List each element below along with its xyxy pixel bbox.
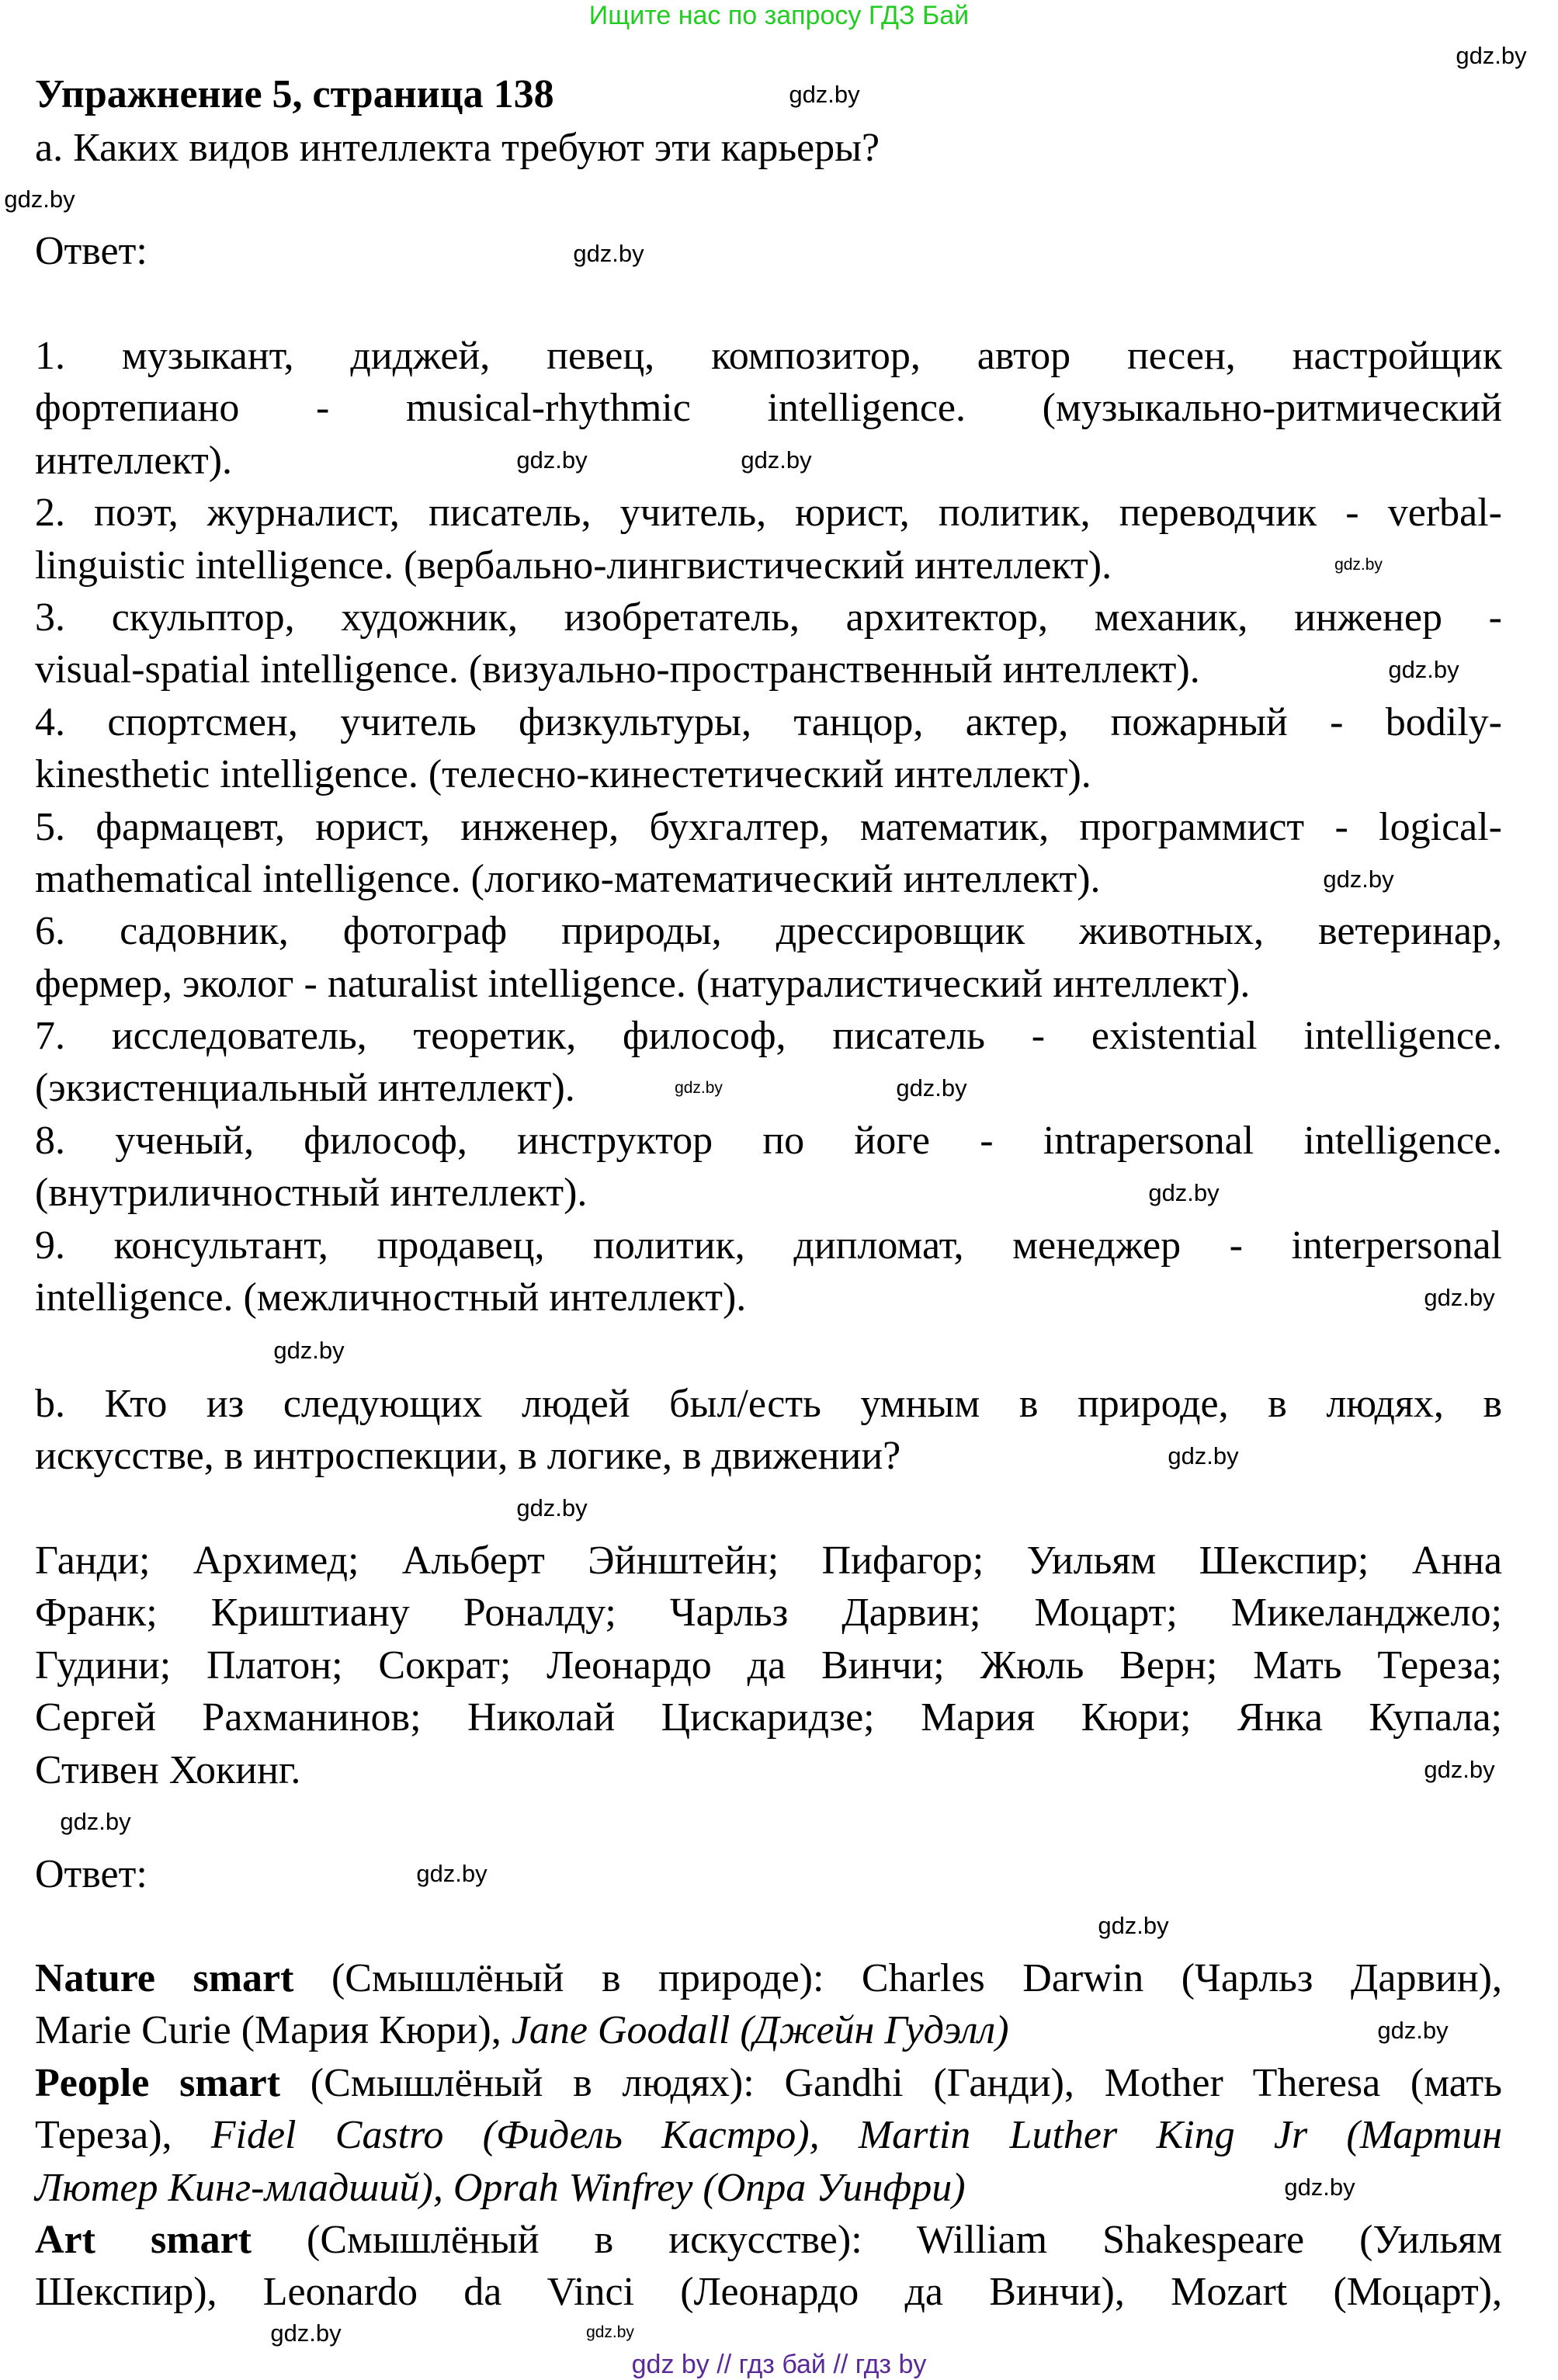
watermark-text: gdz.by xyxy=(1334,556,1383,574)
text-line: (экзистенциальный интеллект). xyxy=(35,1066,575,1111)
text-line: Ганди; Архимед; Альберт Эйнштейн; Пифагор; Уильям Шекспир; Анна xyxy=(35,1539,1502,1583)
text-line: Сергей Рахманинов; Николай Цискаридзе; Мария Кюри; Янка Купала; xyxy=(35,1695,1502,1740)
text-segment: Jane Goodall (Джейн Гудэлл) xyxy=(511,2008,1009,2053)
text-line: 7. исследователь, теоретик, философ, писатель - existential intelligence. xyxy=(35,1014,1502,1059)
watermark-text: gdz.by xyxy=(1388,656,1459,683)
watermark-text: gdz.by xyxy=(741,446,812,474)
text-line xyxy=(35,2266,1502,2318)
text-line: mathematical intelligence. (логико-математический интеллект). xyxy=(35,856,1101,901)
watermark-text: gdz.by xyxy=(270,2319,342,2347)
answer-label-b: Ответ: xyxy=(35,1852,147,1896)
names-list xyxy=(35,1535,1502,1796)
text-segment: (Смышлёный в природе): Charles Darwin (Чарльз Дарвин), xyxy=(293,1956,1502,2000)
text-line xyxy=(35,2057,1502,2109)
watermark-text: gdz.by xyxy=(1456,42,1527,69)
text-line: 5. фармацевт, юрист, инженер, бухгалтер, математик, программист - logical- xyxy=(35,804,1502,849)
search-banner[interactable]: Ищите нас по запросу ГДЗ Бай xyxy=(588,1,970,30)
text-segment: (Смышлёный в искусстве): William Shakespeare (Уильям xyxy=(251,2217,1502,2262)
text-line: 6. садовник, фотограф природы, дрессировщик животных, ветеринар, xyxy=(35,909,1502,954)
watermark-text: gdz.by xyxy=(1148,1179,1220,1206)
text-line: 3. скульптор, художник, изобретатель, архитектор, механик, инженер - xyxy=(35,595,1502,640)
text-line xyxy=(35,2162,966,2214)
watermark-text: gdz.by xyxy=(1323,866,1394,893)
text-line: 9. консультант, продавец, политик, дипломат, менеджер - interpersonal xyxy=(35,1223,1502,1268)
watermark-text: gdz.by xyxy=(789,81,860,108)
text-line xyxy=(35,1952,1502,2004)
watermark-text: gdz.by xyxy=(1098,1912,1169,1939)
watermark-text: gdz.by xyxy=(586,2323,634,2341)
watermark-text: gdz.by xyxy=(573,240,644,267)
watermark-text: gdz.by xyxy=(1168,1442,1239,1469)
watermark-text: gdz.by xyxy=(1284,2174,1355,2201)
text-segment: Fidel Castro (Фидель Кастро), Martin Luther King Jr (Мартин xyxy=(210,2113,1502,2158)
text-line: фортепиано - musical-rhythmic intelligence. (музыкально-ритмический xyxy=(35,386,1502,431)
text-line xyxy=(35,2004,1009,2056)
text-segment: Тереза), xyxy=(35,2113,211,2158)
watermark-text: gdz.by xyxy=(273,1337,345,1364)
question-b xyxy=(35,1378,1502,1483)
text-segment: Шекспир), Leonardo da Vinci (Леонардо да Винчи), Mozart (Моцарт), xyxy=(35,2270,1502,2315)
text-line xyxy=(35,2109,1502,2161)
text-segment: (Смышлёный в людях): Gandhi (Ганди), Mother Theresa (мать xyxy=(280,2060,1502,2105)
watermark-text: gdz.by xyxy=(1377,2017,1449,2044)
question-a: а. Каких видов интеллекта требуют эти карьеры? xyxy=(35,126,880,170)
text-line xyxy=(35,2214,1502,2266)
watermark-text: gdz.by xyxy=(4,186,75,213)
text-line: kinesthetic intelligence. (телесно-кинестетический интеллект). xyxy=(35,752,1091,797)
text-line: интеллект). xyxy=(35,438,233,483)
text-line: visual-spatial intelligence. (визуально-пространственный интеллект). xyxy=(35,647,1200,692)
answer-b-list xyxy=(35,1952,1502,2319)
footer-links[interactable]: gdz by // гдз бай // гдз by xyxy=(631,2350,927,2379)
text-line: 1. музыкант, диджей, певец, композитор, автор песен, настройщик xyxy=(35,334,1502,378)
watermark-text: gdz.by xyxy=(675,1079,723,1097)
text-line: 8. ученый, философ, инструктор по йоге - intrapersonal intelligence. xyxy=(35,1118,1502,1163)
watermark-text: gdz.by xyxy=(896,1074,967,1102)
watermark-text: gdz.by xyxy=(60,1808,131,1835)
text-line: 2. поэт, журналист, писатель, учитель, юрист, политик, переводчик - verbal- xyxy=(35,491,1502,536)
watermark-text: gdz.by xyxy=(1424,1756,1495,1783)
answer-a-list xyxy=(35,330,1502,1324)
watermark-text: gdz.by xyxy=(1424,1284,1495,1311)
text-line: Франк; Криштиану Роналду; Чарльз Дарвин; Моцарт; Микеланджело; xyxy=(35,1591,1502,1636)
text-line: intelligence. (межличностный интеллект). xyxy=(35,1275,747,1320)
answer-label-a: Ответ: xyxy=(35,229,147,273)
watermark-text: gdz.by xyxy=(516,1494,588,1521)
text-line: фермер, эколог - naturalist intelligence. (натуралистический интеллект). xyxy=(35,961,1251,1006)
text-line: b. Кто из следующих людей был/есть умным в природе, в людях, в xyxy=(35,1382,1502,1426)
category-label: Nature smart xyxy=(35,1956,294,2000)
watermark-text: gdz.by xyxy=(416,1860,488,1887)
text-segment: Лютер Кинг-младший), Oprah Winfrey (Опра Уинфри) xyxy=(35,2165,966,2210)
text-segment: Marie Curie (Мария Кюри), xyxy=(35,2008,512,2053)
text-line: linguistic intelligence. (вербально-лингвистический интеллект). xyxy=(35,543,1112,588)
text-line: искусстве, в интроспекции, в логике, в движении? xyxy=(35,1434,901,1479)
category-label: People smart xyxy=(35,2060,281,2105)
text-line: (внутриличностный интеллект). xyxy=(35,1171,588,1216)
watermark-text: gdz.by xyxy=(516,446,588,474)
text-line: Гудини; Платон; Сократ; Леонардо да Винчи; Жюль Верн; Мать Тереза; xyxy=(35,1643,1502,1688)
text-line: Стивен Хокинг. xyxy=(35,1747,301,1792)
category-label: Art smart xyxy=(35,2217,252,2262)
text-line: 4. спортсмен, учитель физкультуры, танцор, актер, пожарный - bodily- xyxy=(35,699,1502,744)
page-title: Упражнение 5, страница 138 xyxy=(35,72,554,116)
